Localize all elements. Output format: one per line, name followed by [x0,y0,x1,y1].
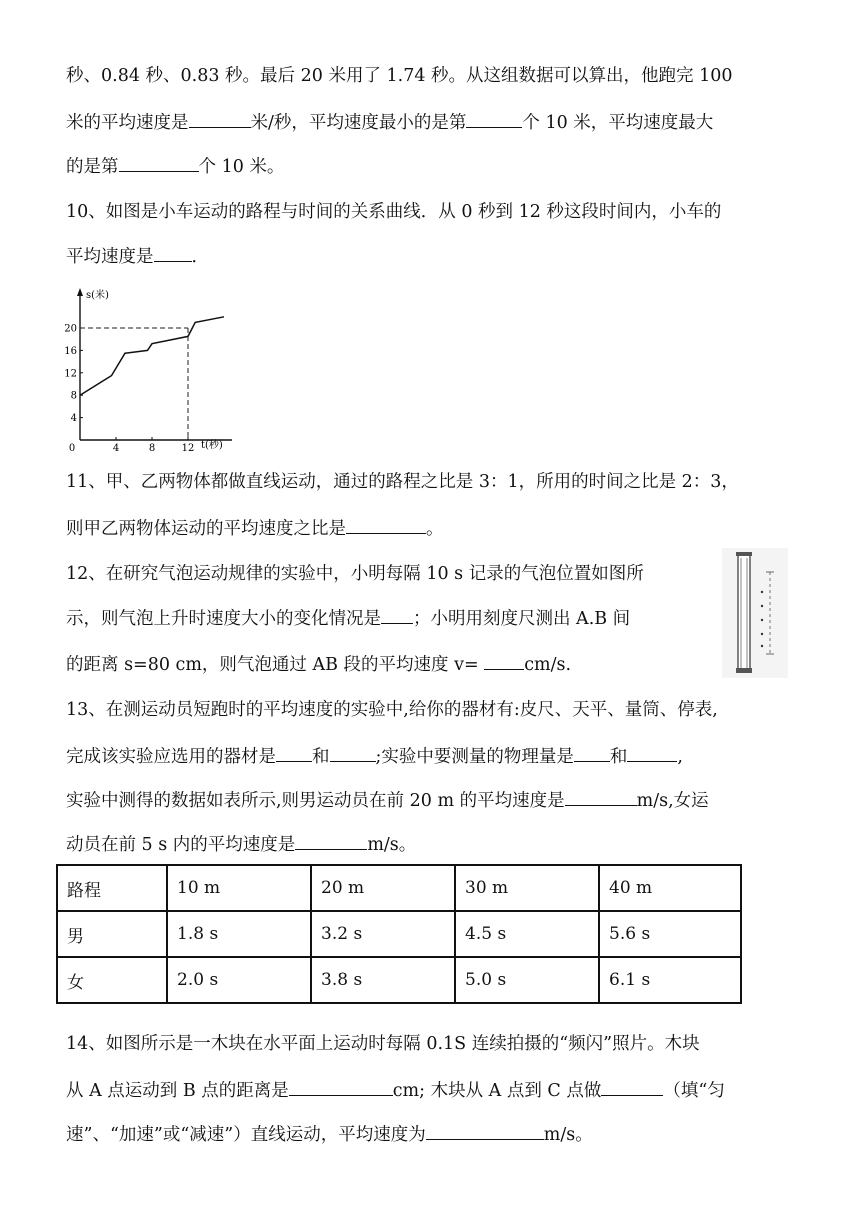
distance-curve [80,317,224,395]
table-row [57,957,741,1003]
q14-line3 [66,1122,593,1147]
q10-line1: 10、如图是小车运动的路程与时间的关系曲线．从 0 秒到 12 秒这段时间内，小车的 [66,202,722,222]
bubble-mark [761,591,763,593]
table-cell: 4.5 s [455,911,599,957]
q12-line2 [66,606,630,631]
answer-blank[interactable] [189,110,251,128]
table-cell: 男 [57,911,167,957]
q12-line3 [66,652,571,677]
q9-text-d: 的是第 [66,157,119,177]
x-axis-label: t(秒) [201,440,223,451]
distance-time-graph [56,286,236,451]
x-tick-label: 8 [148,443,156,451]
answer-blank[interactable] [601,1078,663,1096]
bubble-tube-figure [722,548,788,678]
q13-text-a: 完成该实验应选用的器材是 [66,747,276,767]
answer-blank[interactable] [295,832,367,850]
y-tick-label: 12 [64,368,77,380]
table-row [57,911,741,957]
table-cell: 路程 [57,865,167,911]
answer-blank[interactable] [276,744,312,762]
q14-text-a: 从 A 点运动到 B 点的距离是 [66,1081,289,1101]
q9-text-b: 米/秒，平均速度最小的是第 [250,113,467,133]
q9-text-c: 个 10 米，平均速度最大 [522,113,714,133]
x-ticks [69,437,195,451]
y-tick-label: 20 [64,323,77,335]
q9-text-a: 米的平均速度是 [66,113,189,133]
table-cell: 3.8 s [311,957,455,1003]
q12-text-b: ；小明用刻度尺测出 A.B 间 [413,609,631,629]
q13-text-c: ;实验中要测量的物理量是 [375,747,574,767]
table-cell: 5.0 s [455,957,599,1003]
q13-text-i: m/s。 [367,835,417,855]
q11-line2 [66,516,444,541]
q9-line3 [66,154,284,179]
sprint-data-table [56,864,742,1004]
bubble-mark [761,619,763,621]
q9-line1: 秒、0.84 秒、0.83 秒。最后 20 米用了 1.74 秒。从这组数据可以算出，他跑完 100 [66,66,733,86]
q13-line1: 13、在测运动员短跑时的平均速度的实验中,给你的器材有:皮尺、天平、量筒、停表, [66,700,718,720]
q14-text-e: m/s。 [543,1125,593,1145]
q12-text-c: 的距离 s=80 cm，则气泡通过 AB 段的平均速度 v= [66,655,479,675]
q9-line2 [66,110,713,135]
answer-blank[interactable] [381,606,413,624]
y-axis-label: s(米) [86,290,109,301]
answer-blank[interactable] [330,744,376,762]
q11-text-b: 。 [426,519,444,539]
tube-cap [736,552,752,556]
q13-text-g: m/s,女运 [636,791,709,811]
q13-line4 [66,832,416,857]
q10-text-b: ． [191,247,209,267]
x-tick-label: 12 [181,443,195,451]
q12-text-a: 示，则气泡上升时速度大小的变化情况是 [66,609,381,629]
reference-dashes [80,328,188,440]
table-cell: 5.6 s [599,911,741,957]
q13-text-h: 动员在前 5 s 内的平均速度是 [66,835,296,855]
table-cell: 30 m [455,865,599,911]
q11-text-a: 则甲乙两物体运动的平均速度之比是 [66,519,346,539]
q14-line2 [66,1078,725,1103]
table-cell: 6.1 s [599,957,741,1003]
q14-text-b: cm; 木块从 A 点到 C 点做 [392,1081,602,1101]
answer-blank[interactable] [154,244,192,262]
bubble-mark [761,645,763,647]
q13-line3 [66,788,709,813]
answer-blank[interactable] [574,744,610,762]
bubble-mark [761,633,763,635]
y-tick-label: 8 [70,390,77,402]
x-tick-label: 0 [68,443,76,451]
table-cell: 10 m [167,865,311,911]
q12-text-d: cm/s. [524,655,572,675]
q14-text-c: （填“匀 [663,1081,725,1101]
answer-blank[interactable] [627,744,677,762]
table-cell: 20 m [311,865,455,911]
bubble-mark [761,605,763,607]
q14-text-d: 速”、“加速”或“减速”）直线运动，平均速度为 [66,1125,426,1145]
tube-base [736,668,752,673]
figure-background [722,548,788,678]
q11-line1: 11、甲、乙两物体都做直线运动，通过的路程之比是 3：1，所用的时间之比是 2：3， [66,472,739,492]
y-tick-label: 4 [70,413,77,425]
table-cell: 1.8 s [167,911,311,957]
y-tick-label: 16 [64,345,77,357]
answer-blank[interactable] [119,154,199,172]
q14-line1: 14、如图所示是一木块在水平面上运动时每隔 0.1S 连续拍摄的“频闪”照片。木块 [66,1034,700,1054]
q13-text-e: , [677,747,683,767]
answer-blank[interactable] [484,652,524,670]
answer-blank[interactable] [466,110,522,128]
q9-text-e: 个 10 米。 [198,157,285,177]
answer-blank[interactable] [565,788,637,806]
y-axis-arrow [77,288,83,296]
table-cell: 40 m [599,865,741,911]
answer-blank[interactable] [426,1122,544,1140]
q13-text-b: 和 [312,747,330,767]
x-tick-label: 4 [112,443,120,451]
table-cell: 2.0 s [167,957,311,1003]
q13-text-f: 实验中测得的数据如表所示,则男运动员在前 20 m 的平均速度是 [66,791,565,811]
q10-text-a: 平均速度是 [66,247,154,267]
q10-line2 [66,244,209,269]
glass-tube [738,554,750,672]
answer-blank[interactable] [289,1078,393,1096]
q12-line1: 12、在研究气泡运动规律的实验中，小明每隔 10 s 记录的气泡位置如图所 [66,564,644,584]
table-cell: 3.2 s [311,911,455,957]
table-row [57,865,741,911]
table-cell: 女 [57,957,167,1003]
answer-blank[interactable] [346,516,426,534]
q13-text-d: 和 [609,747,628,767]
q13-line2 [66,744,683,769]
